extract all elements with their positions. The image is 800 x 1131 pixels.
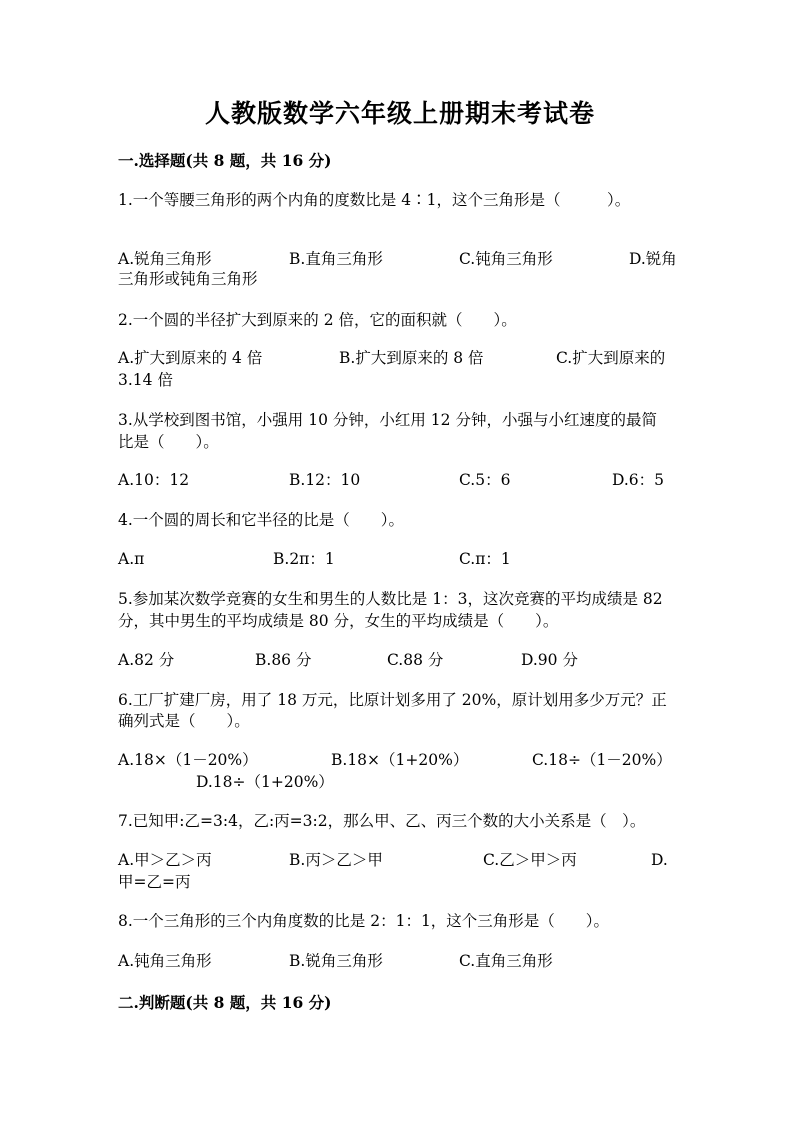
section-heading-true-false: 二.判断题(共 8 题，共 16 分) bbox=[118, 993, 332, 1012]
question-5-text-line1: 5.参加某次数学竞赛的女生和男生的人数比是 1：3，这次竞赛的平均成绩是 82 bbox=[118, 590, 663, 608]
question-1-option-d[interactable]: D.锐角 bbox=[629, 250, 677, 268]
question-2-text: 2.一个圆的半径扩大到原来的 2 倍，它的面积就（ ）。 bbox=[118, 311, 517, 329]
question-4-option-b[interactable]: B.2π：1 bbox=[273, 550, 335, 568]
question-2-option-a[interactable]: A.扩大到原来的 4 倍 bbox=[118, 349, 263, 367]
section-heading-choice: 一.选择题(共 8 题，共 16 分) bbox=[118, 151, 332, 170]
question-4-option-a[interactable]: A.π bbox=[118, 550, 145, 568]
question-8-option-c[interactable]: C.直角三角形 bbox=[459, 952, 553, 970]
question-2-option-c[interactable]: C.扩大到原来的 bbox=[556, 349, 666, 367]
question-7-option-a[interactable]: A.甲＞乙＞丙 bbox=[118, 851, 212, 869]
question-6-text-line2: 确列式是（ ）。 bbox=[118, 712, 250, 730]
question-6-option-a[interactable]: A.18×（1－20%） bbox=[118, 751, 258, 769]
question-7-option-b[interactable]: B.丙＞乙＞甲 bbox=[289, 851, 383, 869]
question-6-option-d[interactable]: D.18÷（1+20%） bbox=[196, 773, 334, 791]
question-1-text: 1.一个等腰三角形的两个内角的度数比是 4∶1，这个三角形是（ ）。 bbox=[118, 191, 631, 209]
question-5-option-a[interactable]: A.82 分 bbox=[118, 651, 175, 669]
question-3-option-c[interactable]: C.5：6 bbox=[459, 471, 511, 489]
question-3-text-line2: 比是（ ）。 bbox=[118, 433, 219, 451]
question-1-option-b[interactable]: B.直角三角形 bbox=[289, 250, 383, 268]
question-7-text: 7.已知甲:乙=3:4，乙:丙=3:2，那么甲、乙、丙三个数的大小关系是（ ）。 bbox=[118, 812, 646, 830]
question-8-text: 8.一个三角形的三个内角度数的比是 2：1：1，这个三角形是（ ）。 bbox=[118, 912, 610, 930]
question-2-option-c-cont: 3.14 倍 bbox=[118, 371, 173, 389]
question-4-option-c[interactable]: C.π：1 bbox=[459, 550, 511, 568]
question-5-option-c[interactable]: C.88 分 bbox=[387, 651, 444, 669]
question-3-option-b[interactable]: B.12：10 bbox=[289, 471, 361, 489]
question-3-text-line1: 3.从学校到图书馆，小强用 10 分钟，小红用 12 分钟，小强与小红速度的最简 bbox=[118, 411, 657, 429]
question-6-text-line1: 6.工厂扩建厂房，用了 18 万元，比原计划多用了 20%，原计划用多少万元？正 bbox=[118, 691, 667, 709]
question-5-option-d[interactable]: D.90 分 bbox=[521, 651, 578, 669]
page-title: 人教版数学六年级上册期末考试卷 bbox=[204, 99, 595, 128]
question-7-option-d[interactable]: D. bbox=[651, 851, 668, 869]
question-5-text-line2: 分，其中男生的平均成绩是 80 分，女生的平均成绩是（ ）。 bbox=[118, 612, 559, 630]
question-6-option-c[interactable]: C.18÷（1－20%） bbox=[532, 751, 672, 769]
question-3-option-a[interactable]: A.10：12 bbox=[118, 471, 190, 489]
question-8-option-b[interactable]: B.锐角三角形 bbox=[289, 952, 383, 970]
question-1-option-d-cont: 三角形或钝角三角形 bbox=[118, 270, 258, 288]
question-1-option-a[interactable]: A.锐角三角形 bbox=[118, 250, 212, 268]
question-1-option-c[interactable]: C.钝角三角形 bbox=[459, 250, 553, 268]
question-7-option-c[interactable]: C.乙＞甲＞丙 bbox=[483, 851, 577, 869]
question-4-text: 4.一个圆的周长和它半径的比是（ ）。 bbox=[118, 511, 405, 529]
question-6-option-b[interactable]: B.18×（1+20%） bbox=[331, 751, 469, 769]
question-2-option-b[interactable]: B.扩大到原来的 8 倍 bbox=[339, 349, 484, 367]
question-5-option-b[interactable]: B.86 分 bbox=[255, 651, 312, 669]
question-3-option-d[interactable]: D.6：5 bbox=[612, 471, 665, 489]
question-8-option-a[interactable]: A.钝角三角形 bbox=[118, 952, 212, 970]
question-7-option-d-cont: 甲=乙=丙 bbox=[118, 873, 191, 891]
